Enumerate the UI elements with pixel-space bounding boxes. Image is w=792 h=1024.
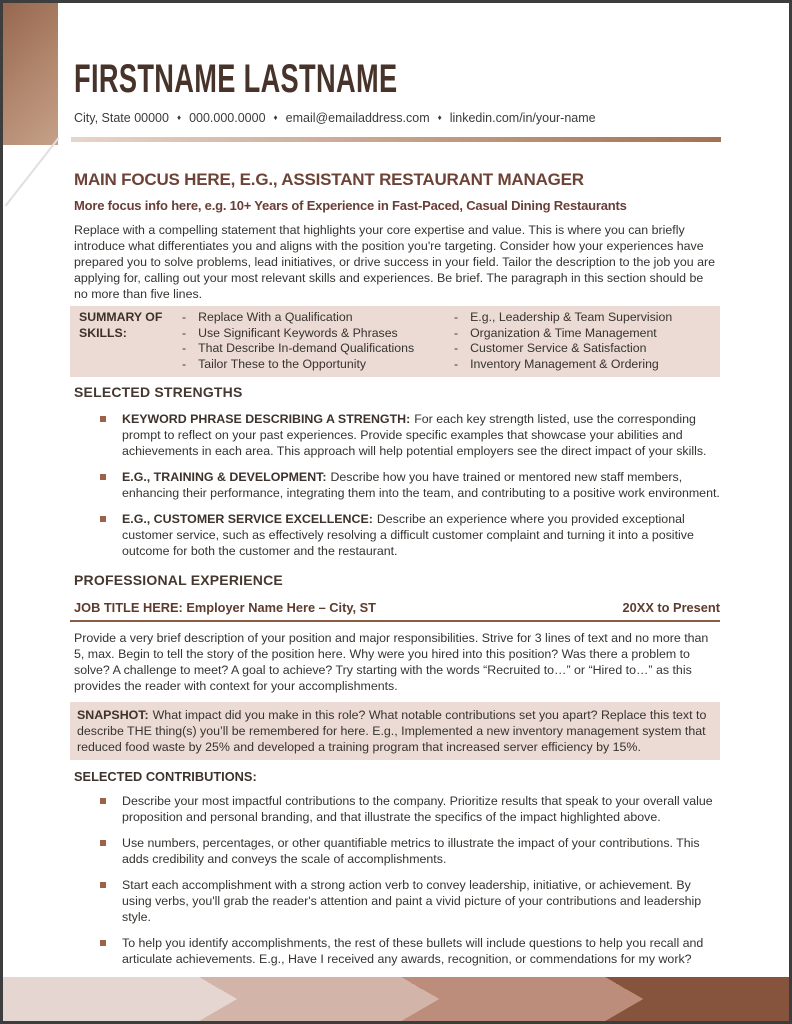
selected-contributions-heading: SELECTED CONTRIBUTIONS: — [74, 769, 257, 784]
dash-bullet: - — [182, 325, 187, 340]
dash-bullet: - — [182, 310, 187, 324]
snapshot-text: What impact did you make in this role? What notable contributions set you apart? Replace this text to describe THE thing(s) you’ll be remembered for here. E.g., Implemented a new inventory management system that reduced food waste by 25% and developed a training program that increased server efficiency by 15%. — [77, 708, 707, 754]
strength-item — [74, 411, 720, 459]
job-description-paragraph: Provide a very brief description of your position and major responsibilities. Strive for 3 lines of text and no more than 5, max. Begin to tell the story of the position here. Why were you hired into this position? Was there a problem to solve? A challenge to meet? A goal to achieve? Try starting with the words “Recruited to…” or “Hired to…” as this provides the reader with context for your accomplishments. — [74, 631, 709, 693]
skill-text: That Describe In-demand Qualifications — [198, 341, 415, 355]
diamond-separator-icon: ♦ — [176, 113, 182, 122]
square-bullet-icon — [100, 882, 106, 888]
skill-item — [172, 357, 444, 373]
professional-experience-heading: PROFESSIONAL EXPERIENCE — [74, 572, 283, 588]
skills-column-1 — [172, 310, 444, 372]
dash-bullet: - — [182, 356, 187, 371]
skill-text: Replace With a Qualification — [198, 310, 353, 324]
strength-item — [74, 469, 720, 501]
skill-item — [444, 310, 720, 326]
strength-item — [74, 511, 720, 559]
skill-item — [444, 341, 720, 357]
resume-content — [3, 3, 789, 993]
skill-item — [444, 326, 720, 342]
diamond-separator-icon: ♦ — [273, 113, 278, 122]
header-divider-rule — [71, 137, 721, 142]
contact-line — [74, 110, 720, 126]
snapshot-lead: SNAPSHOT: — [77, 708, 149, 722]
contribution-text: Start each accomplishment with a strong action verb to convey leadership, initiative, or achievement. By using verbs, you'll grab the reader's attention and paint a vivid picture of your contributions and leadership style. — [122, 878, 702, 924]
contact-email: email@emailaddress.com — [285, 111, 430, 125]
square-bullet-icon — [100, 798, 106, 804]
square-bullet-icon — [100, 516, 106, 522]
skill-item — [172, 326, 444, 342]
snapshot-callout — [70, 702, 720, 760]
job-title: JOB TITLE HERE: Employer Name Here – City, ST — [74, 600, 376, 615]
skill-text: Use Significant Keywords & Phrases — [198, 325, 398, 340]
skill-item — [172, 310, 444, 326]
selected-strengths-heading: SELECTED STRENGTHS — [74, 384, 243, 400]
dash-bullet: - — [454, 341, 459, 355]
focus-subtitle: More focus info here, e.g. 10+ Years of Experience in Fast-Paced, Casual Dining Restaurants — [74, 198, 627, 213]
contact-location: City, State 00000 — [74, 111, 169, 125]
candidate-name: FIRSTNAME LASTNAME — [74, 57, 398, 101]
skills-label-line1: SUMMARY OF — [79, 310, 163, 324]
contribution-text: Use numbers, percentages, or other quantifiable metrics to illustrate the impact of your contributions. This adds credibility and conveys the scale of accomplishments. — [122, 836, 700, 866]
contact-phone: 000.000.0000 — [189, 111, 266, 125]
skill-text: E.g., Leadership & Team Supervision — [470, 310, 673, 324]
contributions-list — [74, 793, 720, 993]
dash-bullet: - — [182, 341, 187, 355]
skill-text: Customer Service & Satisfaction — [470, 341, 647, 355]
strength-text: Describe how you have trained or mentored new staff members, enhancing their performance, integrating them into the team, and contributing to a positive work environment. — [122, 470, 720, 500]
contribution-item — [74, 835, 720, 867]
skills-label-line2: SKILLS: — [79, 325, 127, 340]
dash-bullet: - — [454, 310, 459, 324]
skill-text: Organization & Time Management — [470, 325, 657, 340]
strength-lead: E.G., TRAINING & DEVELOPMENT: — [122, 470, 327, 484]
square-bullet-icon — [100, 474, 106, 480]
skill-text: Inventory Management & Ordering — [470, 356, 659, 371]
diamond-separator-icon: ♦ — [437, 113, 442, 122]
skill-item — [444, 357, 720, 373]
main-focus-title: MAIN FOCUS HERE, E.G., ASSISTANT RESTAURANT MANAGER — [74, 170, 584, 189]
square-bullet-icon — [100, 940, 106, 946]
skill-text: Tailor These to the Opportunity — [198, 356, 367, 371]
skills-label — [70, 310, 172, 372]
contribution-item — [74, 935, 720, 967]
strength-lead: E.G., CUSTOMER SERVICE EXCELLENCE: — [122, 512, 373, 526]
strengths-list — [74, 411, 720, 559]
square-bullet-icon — [100, 840, 106, 846]
job-divider-rule — [70, 620, 720, 622]
dash-bullet: - — [454, 325, 459, 340]
contribution-text: Describe your most impactful contributions to the company. Prioritize results that speak to your overall value proposition and personal branding, and that illustrate the specifics of the impact highlighted above. — [122, 794, 713, 824]
summary-of-skills-table — [70, 306, 720, 377]
contribution-text: To help you identify accomplishments, the rest of these bullets will include questions to help you recall and articulate achievements. E.g., Have I received any awards, recognition, or commendations for my work? — [122, 936, 704, 966]
contribution-item — [74, 877, 720, 925]
dash-bullet: - — [454, 356, 459, 371]
contribution-item — [74, 793, 720, 825]
skill-item — [172, 341, 444, 357]
strength-lead: KEYWORD PHRASE DESCRIBING A STRENGTH: — [122, 412, 411, 426]
job-header — [74, 600, 720, 615]
strength-text: Describe an experience where you provided exceptional customer service, such as effectively resolving a difficult customer complaint and turning it into a positive outcome for both the customer and the restaurant. — [122, 512, 694, 558]
job-dates: 20XX to Present — [622, 600, 720, 615]
footer-chevron-band — [3, 977, 789, 1021]
summary-paragraph: Replace with a compelling statement that highlights your core expertise and value. This is where you can briefly introduce what differentiates you and aligns with the position you're targeting. Consider how your experiences have prepared you to solve problems, lead initiatives, or drive success in your field. Tailor the description to the job you are applying for, calling out your most relevant skills and experiences. Be brief. The paragraph in this section should be no more than five lines. — [74, 223, 715, 301]
contact-linkedin: linkedin.com/in/your-name — [449, 111, 596, 125]
square-bullet-icon — [100, 416, 106, 422]
skills-column-2 — [444, 310, 720, 372]
strength-text: For each key strength listed, use the corresponding prompt to reflect on your past experiences. Provide specific examples that showcase your abilities and achievements in each area. This approach will help potential employers see the direct impact of your skills. — [122, 412, 707, 458]
